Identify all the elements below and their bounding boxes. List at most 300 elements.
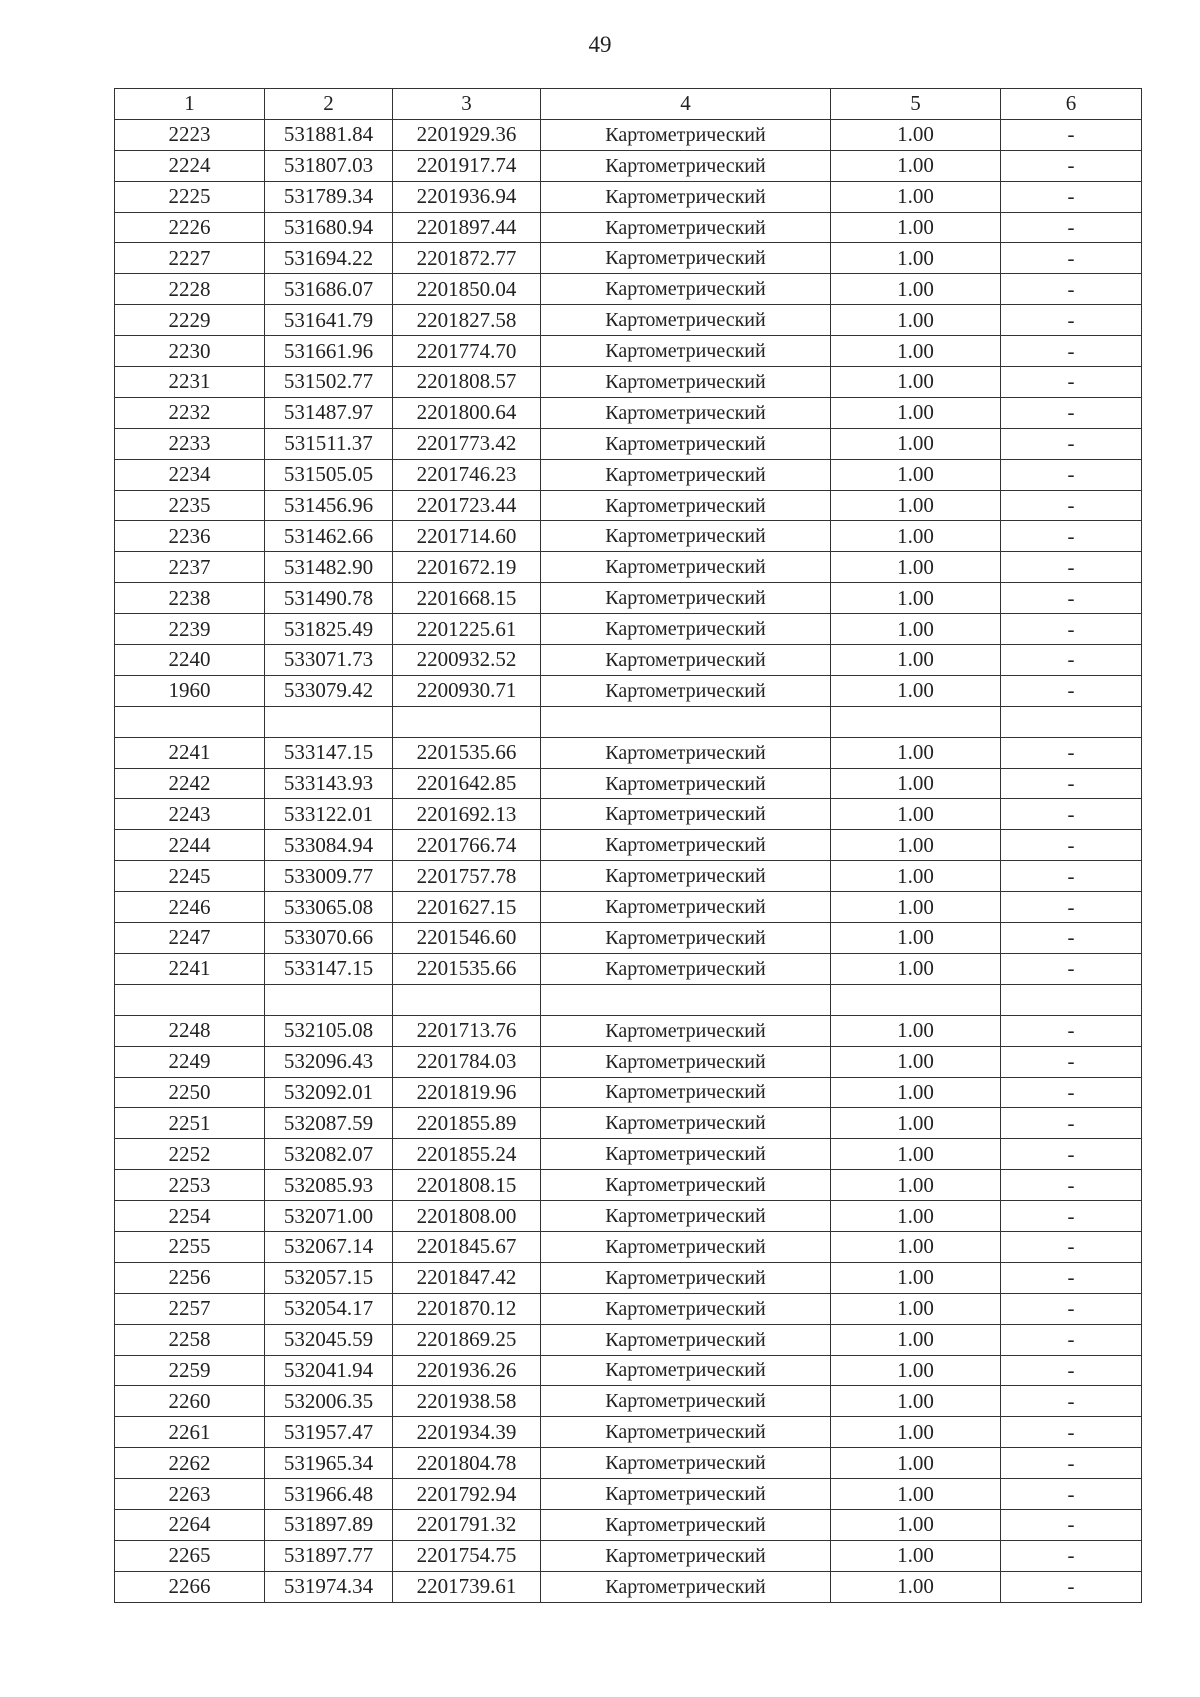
description-cell xyxy=(1001,984,1142,1015)
point-number-cell: 2251 xyxy=(115,1108,265,1139)
table-row xyxy=(115,1170,1142,1201)
point-number-cell: 2257 xyxy=(115,1293,265,1324)
header-cell: 3 xyxy=(393,89,541,120)
page-number: 49 xyxy=(588,32,612,57)
x-coordinate-cell: 532092.01 xyxy=(265,1077,393,1108)
accuracy-cell: 1.00 xyxy=(831,1448,1001,1479)
y-coordinate-cell: 2201800.64 xyxy=(393,397,541,428)
accuracy-cell: 1.00 xyxy=(831,1231,1001,1262)
accuracy-cell: 1.00 xyxy=(831,645,1001,676)
y-coordinate-cell: 2201869.25 xyxy=(393,1324,541,1355)
accuracy-cell: 1.00 xyxy=(831,521,1001,552)
header-cell: 1 xyxy=(115,89,265,120)
y-coordinate-cell: 2201808.57 xyxy=(393,367,541,398)
table-row xyxy=(115,428,1142,459)
accuracy-cell: 1.00 xyxy=(831,1417,1001,1448)
y-coordinate-cell: 2201773.42 xyxy=(393,428,541,459)
table-body xyxy=(115,89,1142,1603)
x-coordinate-cell xyxy=(265,706,393,737)
method-cell: Картометрический xyxy=(541,336,831,367)
accuracy-cell: 1.00 xyxy=(831,212,1001,243)
point-number-cell: 2237 xyxy=(115,552,265,583)
description-cell: - xyxy=(1001,305,1142,336)
accuracy-cell: 1.00 xyxy=(831,1077,1001,1108)
point-number-cell: 2226 xyxy=(115,212,265,243)
table-row xyxy=(115,212,1142,243)
table-row xyxy=(115,1077,1142,1108)
y-coordinate-cell: 2201819.96 xyxy=(393,1077,541,1108)
table-row xyxy=(115,490,1142,521)
description-cell: - xyxy=(1001,428,1142,459)
table-row xyxy=(115,1139,1142,1170)
point-number-cell: 2231 xyxy=(115,367,265,398)
description-cell: - xyxy=(1001,583,1142,614)
y-coordinate-cell: 2201225.61 xyxy=(393,614,541,645)
description-cell: - xyxy=(1001,1355,1142,1386)
method-cell: Картометрический xyxy=(541,119,831,150)
point-number-cell: 2263 xyxy=(115,1479,265,1510)
accuracy-cell: 1.00 xyxy=(831,1293,1001,1324)
point-number-cell: 2224 xyxy=(115,150,265,181)
y-coordinate-cell: 2201627.15 xyxy=(393,892,541,923)
x-coordinate-cell: 532041.94 xyxy=(265,1355,393,1386)
description-cell: - xyxy=(1001,367,1142,398)
table-row xyxy=(115,861,1142,892)
table-separator-row xyxy=(115,984,1142,1015)
point-number-cell: 2252 xyxy=(115,1139,265,1170)
method-cell: Картометрический xyxy=(541,675,831,706)
description-cell: - xyxy=(1001,521,1142,552)
point-number-cell: 2239 xyxy=(115,614,265,645)
table-row xyxy=(115,1417,1142,1448)
description-cell: - xyxy=(1001,675,1142,706)
table-row xyxy=(115,1386,1142,1417)
table-row xyxy=(115,1231,1142,1262)
table-row xyxy=(115,1262,1142,1293)
description-cell: - xyxy=(1001,1077,1142,1108)
x-coordinate-cell: 533079.42 xyxy=(265,675,393,706)
table-row xyxy=(115,737,1142,768)
method-cell: Картометрический xyxy=(541,1386,831,1417)
x-coordinate-cell: 531511.37 xyxy=(265,428,393,459)
x-coordinate-cell: 532105.08 xyxy=(265,1015,393,1046)
description-cell: - xyxy=(1001,1262,1142,1293)
y-coordinate-cell: 2201714.60 xyxy=(393,521,541,552)
y-coordinate-cell: 2200930.71 xyxy=(393,675,541,706)
point-number-cell: 2223 xyxy=(115,119,265,150)
method-cell: Картометрический xyxy=(541,274,831,305)
x-coordinate-cell: 531490.78 xyxy=(265,583,393,614)
table-row xyxy=(115,1540,1142,1571)
y-coordinate-cell: 2201938.58 xyxy=(393,1386,541,1417)
x-coordinate-cell: 532082.07 xyxy=(265,1139,393,1170)
table-row xyxy=(115,305,1142,336)
header-cell: 6 xyxy=(1001,89,1142,120)
method-cell: Картометрический xyxy=(541,367,831,398)
table-header-row xyxy=(115,89,1142,120)
point-number-cell: 2240 xyxy=(115,645,265,676)
point-number-cell: 2253 xyxy=(115,1170,265,1201)
description-cell: - xyxy=(1001,274,1142,305)
x-coordinate-cell: 531974.34 xyxy=(265,1571,393,1602)
method-cell: Картометрический xyxy=(541,181,831,212)
x-coordinate-cell: 532087.59 xyxy=(265,1108,393,1139)
table-row xyxy=(115,645,1142,676)
x-coordinate-cell: 533009.77 xyxy=(265,861,393,892)
y-coordinate-cell xyxy=(393,984,541,1015)
y-coordinate-cell: 2201804.78 xyxy=(393,1448,541,1479)
method-cell: Картометрический xyxy=(541,830,831,861)
y-coordinate-cell: 2201929.36 xyxy=(393,119,541,150)
y-coordinate-cell: 2201850.04 xyxy=(393,274,541,305)
table-row xyxy=(115,1509,1142,1540)
table-row xyxy=(115,1046,1142,1077)
method-cell: Картометрический xyxy=(541,552,831,583)
point-number-cell: 2233 xyxy=(115,428,265,459)
accuracy-cell: 1.00 xyxy=(831,1355,1001,1386)
description-cell: - xyxy=(1001,552,1142,583)
description-cell: - xyxy=(1001,1015,1142,1046)
point-number-cell: 1960 xyxy=(115,675,265,706)
x-coordinate-cell: 532085.93 xyxy=(265,1170,393,1201)
description-cell: - xyxy=(1001,1046,1142,1077)
accuracy-cell: 1.00 xyxy=(831,614,1001,645)
method-cell: Картометрический xyxy=(541,490,831,521)
description-cell: - xyxy=(1001,1417,1142,1448)
accuracy-cell: 1.00 xyxy=(831,397,1001,428)
x-coordinate-cell: 531456.96 xyxy=(265,490,393,521)
y-coordinate-cell: 2201934.39 xyxy=(393,1417,541,1448)
accuracy-cell: 1.00 xyxy=(831,490,1001,521)
point-number-cell: 2262 xyxy=(115,1448,265,1479)
y-coordinate-cell: 2201642.85 xyxy=(393,768,541,799)
description-cell: - xyxy=(1001,1540,1142,1571)
description-cell: - xyxy=(1001,336,1142,367)
y-coordinate-cell: 2201855.24 xyxy=(393,1139,541,1170)
description-cell: - xyxy=(1001,830,1142,861)
point-number-cell: 2261 xyxy=(115,1417,265,1448)
y-coordinate-cell xyxy=(393,706,541,737)
description-cell: - xyxy=(1001,150,1142,181)
method-cell: Картометрический xyxy=(541,923,831,954)
description-cell: - xyxy=(1001,397,1142,428)
method-cell: Картометрический xyxy=(541,1509,831,1540)
point-number-cell: 2227 xyxy=(115,243,265,274)
point-number-cell: 2242 xyxy=(115,768,265,799)
method-cell: Картометрический xyxy=(541,1355,831,1386)
table-row xyxy=(115,830,1142,861)
x-coordinate-cell: 533122.01 xyxy=(265,799,393,830)
x-coordinate-cell: 531807.03 xyxy=(265,150,393,181)
x-coordinate-cell: 533070.66 xyxy=(265,923,393,954)
x-coordinate-cell: 531694.22 xyxy=(265,243,393,274)
description-cell: - xyxy=(1001,614,1142,645)
accuracy-cell: 1.00 xyxy=(831,305,1001,336)
method-cell: Картометрический xyxy=(541,1077,831,1108)
x-coordinate-cell: 531482.90 xyxy=(265,552,393,583)
method-cell: Картометрический xyxy=(541,1139,831,1170)
accuracy-cell: 1.00 xyxy=(831,1262,1001,1293)
accuracy-cell: 1.00 xyxy=(831,861,1001,892)
description-cell: - xyxy=(1001,1293,1142,1324)
y-coordinate-cell: 2201791.32 xyxy=(393,1509,541,1540)
accuracy-cell: 1.00 xyxy=(831,675,1001,706)
y-coordinate-cell: 2201668.15 xyxy=(393,583,541,614)
description-cell: - xyxy=(1001,737,1142,768)
description-cell: - xyxy=(1001,923,1142,954)
method-cell: Картометрический xyxy=(541,243,831,274)
point-number-cell: 2241 xyxy=(115,953,265,984)
x-coordinate-cell: 532067.14 xyxy=(265,1231,393,1262)
point-number-cell: 2244 xyxy=(115,830,265,861)
description-cell: - xyxy=(1001,1139,1142,1170)
x-coordinate-cell: 532096.43 xyxy=(265,1046,393,1077)
description-cell: - xyxy=(1001,1201,1142,1232)
point-number-cell: 2260 xyxy=(115,1386,265,1417)
description-cell: - xyxy=(1001,1231,1142,1262)
accuracy-cell: 1.00 xyxy=(831,459,1001,490)
point-number-cell: 2238 xyxy=(115,583,265,614)
point-number-cell: 2232 xyxy=(115,397,265,428)
x-coordinate-cell: 531505.05 xyxy=(265,459,393,490)
method-cell: Картометрический xyxy=(541,737,831,768)
accuracy-cell: 1.00 xyxy=(831,1108,1001,1139)
accuracy-cell: 1.00 xyxy=(831,1170,1001,1201)
x-coordinate-cell: 531680.94 xyxy=(265,212,393,243)
accuracy-cell: 1.00 xyxy=(831,1540,1001,1571)
table-row xyxy=(115,459,1142,490)
accuracy-cell: 1.00 xyxy=(831,953,1001,984)
method-cell: Картометрический xyxy=(541,1231,831,1262)
y-coordinate-cell: 2201754.75 xyxy=(393,1540,541,1571)
y-coordinate-cell: 2201535.66 xyxy=(393,953,541,984)
table-row xyxy=(115,953,1142,984)
table-row xyxy=(115,892,1142,923)
description-cell: - xyxy=(1001,1170,1142,1201)
y-coordinate-cell: 2201535.66 xyxy=(393,737,541,768)
x-coordinate-cell: 531641.79 xyxy=(265,305,393,336)
table-row xyxy=(115,1355,1142,1386)
description-cell: - xyxy=(1001,1386,1142,1417)
accuracy-cell: 1.00 xyxy=(831,923,1001,954)
point-number-cell: 2254 xyxy=(115,1201,265,1232)
method-cell: Картометрический xyxy=(541,953,831,984)
x-coordinate-cell: 533147.15 xyxy=(265,953,393,984)
y-coordinate-cell: 2201936.26 xyxy=(393,1355,541,1386)
y-coordinate-cell: 2201672.19 xyxy=(393,552,541,583)
x-coordinate-cell: 532045.59 xyxy=(265,1324,393,1355)
description-cell: - xyxy=(1001,861,1142,892)
x-coordinate-cell xyxy=(265,984,393,1015)
x-coordinate-cell: 531897.89 xyxy=(265,1509,393,1540)
y-coordinate-cell: 2201746.23 xyxy=(393,459,541,490)
method-cell: Картометрический xyxy=(541,583,831,614)
method-cell: Картометрический xyxy=(541,397,831,428)
y-coordinate-cell: 2201757.78 xyxy=(393,861,541,892)
table-row xyxy=(115,1571,1142,1602)
method-cell: Картометрический xyxy=(541,459,831,490)
method-cell: Картометрический xyxy=(541,645,831,676)
table-row xyxy=(115,336,1142,367)
coordinates-table xyxy=(114,88,1142,1603)
method-cell: Картометрический xyxy=(541,1293,831,1324)
x-coordinate-cell: 531487.97 xyxy=(265,397,393,428)
x-coordinate-cell: 531502.77 xyxy=(265,367,393,398)
description-cell: - xyxy=(1001,119,1142,150)
point-number-cell: 2236 xyxy=(115,521,265,552)
table-row xyxy=(115,367,1142,398)
table-row xyxy=(115,150,1142,181)
y-coordinate-cell: 2201713.76 xyxy=(393,1015,541,1046)
y-coordinate-cell: 2201784.03 xyxy=(393,1046,541,1077)
accuracy-cell: 1.00 xyxy=(831,1324,1001,1355)
method-cell: Картометрический xyxy=(541,1417,831,1448)
accuracy-cell: 1.00 xyxy=(831,1386,1001,1417)
x-coordinate-cell: 533065.08 xyxy=(265,892,393,923)
description-cell: - xyxy=(1001,1509,1142,1540)
accuracy-cell: 1.00 xyxy=(831,1201,1001,1232)
y-coordinate-cell: 2201845.67 xyxy=(393,1231,541,1262)
accuracy-cell: 1.00 xyxy=(831,1509,1001,1540)
description-cell: - xyxy=(1001,892,1142,923)
point-number-cell: 2250 xyxy=(115,1077,265,1108)
point-number-cell: 2235 xyxy=(115,490,265,521)
table-row xyxy=(115,768,1142,799)
point-number-cell: 2225 xyxy=(115,181,265,212)
table-row xyxy=(115,1479,1142,1510)
method-cell: Картометрический xyxy=(541,1015,831,1046)
table-separator-row xyxy=(115,706,1142,737)
x-coordinate-cell: 532057.15 xyxy=(265,1262,393,1293)
description-cell: - xyxy=(1001,645,1142,676)
accuracy-cell: 1.00 xyxy=(831,1571,1001,1602)
point-number-cell: 2255 xyxy=(115,1231,265,1262)
point-number-cell: 2264 xyxy=(115,1509,265,1540)
accuracy-cell xyxy=(831,984,1001,1015)
point-number-cell: 2229 xyxy=(115,305,265,336)
description-cell: - xyxy=(1001,1108,1142,1139)
x-coordinate-cell: 531881.84 xyxy=(265,119,393,150)
method-cell: Картометрический xyxy=(541,1324,831,1355)
point-number-cell: 2241 xyxy=(115,737,265,768)
method-cell: Картометрический xyxy=(541,892,831,923)
method-cell: Картометрический xyxy=(541,428,831,459)
y-coordinate-cell: 2201847.42 xyxy=(393,1262,541,1293)
method-cell: Картометрический xyxy=(541,521,831,552)
y-coordinate-cell: 2201872.77 xyxy=(393,243,541,274)
header-cell: 2 xyxy=(265,89,393,120)
accuracy-cell: 1.00 xyxy=(831,737,1001,768)
accuracy-cell: 1.00 xyxy=(831,150,1001,181)
accuracy-cell: 1.00 xyxy=(831,892,1001,923)
x-coordinate-cell: 531825.49 xyxy=(265,614,393,645)
x-coordinate-cell: 533084.94 xyxy=(265,830,393,861)
method-cell: Картометрический xyxy=(541,1479,831,1510)
x-coordinate-cell: 531686.07 xyxy=(265,274,393,305)
table-row xyxy=(115,799,1142,830)
accuracy-cell: 1.00 xyxy=(831,768,1001,799)
x-coordinate-cell: 531462.66 xyxy=(265,521,393,552)
x-coordinate-cell: 533147.15 xyxy=(265,737,393,768)
point-number-cell: 2243 xyxy=(115,799,265,830)
point-number-cell: 2259 xyxy=(115,1355,265,1386)
accuracy-cell: 1.00 xyxy=(831,243,1001,274)
accuracy-cell: 1.00 xyxy=(831,583,1001,614)
table-row xyxy=(115,274,1142,305)
accuracy-cell: 1.00 xyxy=(831,274,1001,305)
table-row xyxy=(115,1448,1142,1479)
method-cell: Картометрический xyxy=(541,614,831,645)
method-cell: Картометрический xyxy=(541,1201,831,1232)
accuracy-cell: 1.00 xyxy=(831,119,1001,150)
table-row xyxy=(115,1015,1142,1046)
method-cell: Картометрический xyxy=(541,1108,831,1139)
point-number-cell xyxy=(115,984,265,1015)
accuracy-cell: 1.00 xyxy=(831,428,1001,459)
point-number-cell: 2248 xyxy=(115,1015,265,1046)
point-number-cell: 2247 xyxy=(115,923,265,954)
table-row xyxy=(115,1201,1142,1232)
y-coordinate-cell: 2201808.15 xyxy=(393,1170,541,1201)
x-coordinate-cell: 531966.48 xyxy=(265,1479,393,1510)
x-coordinate-cell: 531661.96 xyxy=(265,336,393,367)
description-cell: - xyxy=(1001,1571,1142,1602)
x-coordinate-cell: 532071.00 xyxy=(265,1201,393,1232)
method-cell: Картометрический xyxy=(541,799,831,830)
point-number-cell: 2249 xyxy=(115,1046,265,1077)
x-coordinate-cell: 531965.34 xyxy=(265,1448,393,1479)
header-cell: 5 xyxy=(831,89,1001,120)
description-cell: - xyxy=(1001,1324,1142,1355)
y-coordinate-cell: 2201723.44 xyxy=(393,490,541,521)
accuracy-cell: 1.00 xyxy=(831,799,1001,830)
x-coordinate-cell: 533143.93 xyxy=(265,768,393,799)
y-coordinate-cell: 2201739.61 xyxy=(393,1571,541,1602)
accuracy-cell: 1.00 xyxy=(831,367,1001,398)
x-coordinate-cell: 532006.35 xyxy=(265,1386,393,1417)
method-cell: Картометрический xyxy=(541,1540,831,1571)
header-cell: 4 xyxy=(541,89,831,120)
point-number-cell: 2256 xyxy=(115,1262,265,1293)
y-coordinate-cell: 2201827.58 xyxy=(393,305,541,336)
accuracy-cell: 1.00 xyxy=(831,830,1001,861)
x-coordinate-cell: 531789.34 xyxy=(265,181,393,212)
point-number-cell: 2266 xyxy=(115,1571,265,1602)
description-cell: - xyxy=(1001,953,1142,984)
table-row xyxy=(115,119,1142,150)
y-coordinate-cell: 2200932.52 xyxy=(393,645,541,676)
point-number-cell: 2228 xyxy=(115,274,265,305)
point-number-cell xyxy=(115,706,265,737)
description-cell: - xyxy=(1001,243,1142,274)
y-coordinate-cell: 2201692.13 xyxy=(393,799,541,830)
description-cell: - xyxy=(1001,490,1142,521)
description-cell: - xyxy=(1001,181,1142,212)
point-number-cell: 2245 xyxy=(115,861,265,892)
accuracy-cell xyxy=(831,706,1001,737)
method-cell: Картометрический xyxy=(541,1571,831,1602)
y-coordinate-cell: 2201766.74 xyxy=(393,830,541,861)
method-cell xyxy=(541,984,831,1015)
accuracy-cell: 1.00 xyxy=(831,336,1001,367)
description-cell: - xyxy=(1001,799,1142,830)
method-cell: Картометрический xyxy=(541,768,831,799)
x-coordinate-cell: 532054.17 xyxy=(265,1293,393,1324)
y-coordinate-cell: 2201546.60 xyxy=(393,923,541,954)
y-coordinate-cell: 2201855.89 xyxy=(393,1108,541,1139)
method-cell: Картометрический xyxy=(541,305,831,336)
method-cell: Картометрический xyxy=(541,1448,831,1479)
